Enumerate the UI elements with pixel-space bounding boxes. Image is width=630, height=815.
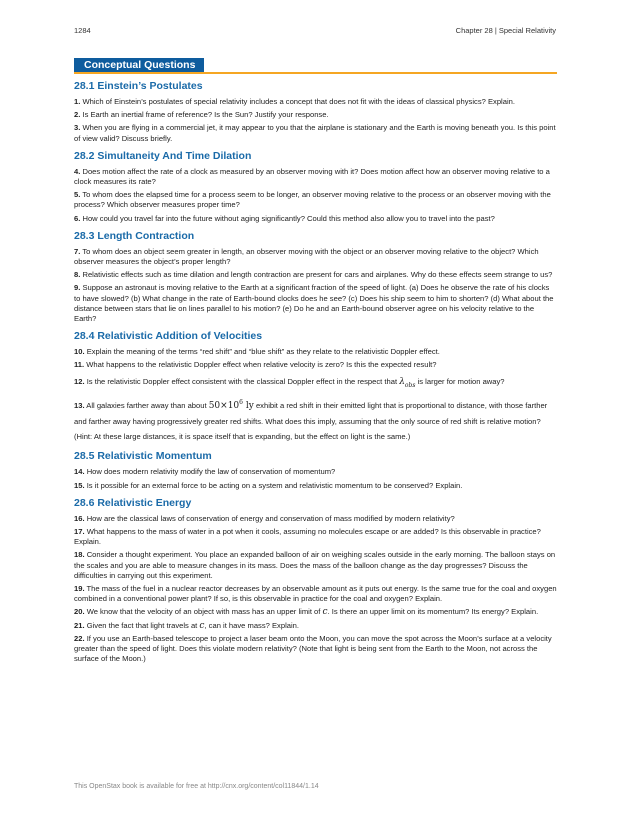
section-title: 28.1 Einstein’s Postulates [74,80,203,92]
section-28-2 [74,150,557,224]
section-title: 28.4 Relativistic Addition of Velocities [74,330,263,343]
questions-content [74,80,557,671]
question-11: 11. What happens to the relativistic Doppler effect when relative velocity is zero? Is this the expected result? [74,360,437,370]
question-6: 6. How could you travel far into the future without aging significantly? Could this method also allow you to travel into the past? [74,213,495,223]
section-title: 28.3 Length Contraction [74,229,195,242]
banner-rule [74,58,557,74]
lambda-obs-math: $\lambda_{obs}$ [399,376,416,389]
chapter-header: Chapter 28 | Special Relativity [455,26,556,35]
question-8: 8. Relativistic effects such as time dilation and length contraction are present for cars and airplanes. Why do these effects seem strange to us? [74,270,553,280]
page-number: 1284 [74,26,91,35]
question-16: 16. How are the classical laws of conservation of energy and conservation of mass modified by modern relativity? [74,513,455,523]
question-9: 9. Suppose an astronaut is moving relative to the Earth at a significant fraction of the speed of light. (a) Does he observe the rate of his clocks to have slowed? (b) What change in the rate of Earth-bound clocks does he see? (c) Does his ship seem to him to shorten? (d) What about the distance between stars that lie on lines parallel to his motion? (e) Do he and an Earth-bound observer agree on his velocity relative to the Earth? [74,283,554,324]
question-2: 2. Is Earth an inertial frame of reference? Is the Sun? Justify your response. [74,110,329,120]
conceptual-questions-banner: Conceptual Questions [74,58,204,72]
question-14: 14. How does modern relativity modify the law of conservation of momentum? [74,467,336,477]
section-28-1 [74,80,557,144]
question-20: 20. We know that the velocity of an object with mass has an upper limit of c. Is there an upper limit on its momentum? Its energy? Explain. [74,607,539,618]
question-15: 15. Is it possible for an external force to be acting on a system and relativistic momentum to be conserved? Explain. [74,480,463,490]
question-13: 13. All galaxies farther away than about $50\times 10^6$ ly exhibit a red shift in their emitted light that is proportional to distance, with those farther and farther away having progressively greater red shifts. What does this imply, assuming that the only source of red shift is relative motion? (Hint: At these large distances, it is space itself that is expanding, but the effect on light is the same.) [74,399,548,442]
section-28-5 [74,450,557,490]
question-1: 1. Which of Einstein’s postulates of special relativity includes a concept that does not fit with the ideas of classical physics? Explain. [74,97,515,106]
section-title: 28.5 Relativistic Momentum [74,450,212,463]
question-3: 3. When you are flying in a commercial jet, it may appear to you that the airplane is stationary and the Earth is moving beneath you. Is this point of view valid? Discuss briefly. [74,123,556,143]
question-18: 18. Consider a thought experiment. You place an expanded balloon of air on weighing scales outside in the early morning. The balloon stays on the scales and you are able to measure changes in its mass. Does the mass of the balloon change as the day progresses? Discuss the difficulties in carrying out this experiment. [74,550,556,580]
section-28-6 [74,497,557,665]
section-28-4 [74,330,557,444]
question-17: 17. What happens to the mass of water in a pot when it cools, assuming no molecules escape or are added? Is this observable in practice? Explain. [74,527,541,547]
question-7: 7. To whom does an object seem greater in length, an observer moving with the object or an observer moving relative to the object? Which observer measures the object’s proper length? [74,246,539,267]
question-5: 5. To whom does the elapsed time for a process seem to be longer, an observer moving relative to the process or an observer moving with the process? Which observer measures proper time? [74,190,551,210]
section-28-3 [74,230,557,324]
section-title: 28.6 Relativistic Energy [74,496,192,509]
distance-math: $50\times 10^6$ ly [208,399,254,412]
footer-note: This OpenStax book is available for free at http://cnx.org/content/col11844/1.14 [74,783,319,790]
section-title: 28.2 Simultaneity And Time Dilation [74,149,252,162]
question-19: 19. The mass of the fuel in a nuclear reactor decreases by an observable amount as it puts out energy. Is the same true for the coal and oxygen combined in a conventional power plant? If so, is this observable in practice for the coal and oxygen? Explain. [74,584,557,604]
c-math: c [199,620,205,631]
question-10: 10. Explain the meaning of the terms “red shift” and “blue shift” as they relate to the relativistic Doppler effect. [74,347,440,357]
question-21: 21. Given the fact that light travels at c, can it have mass? Explain. [74,620,300,631]
question-22: 22. If you use an Earth-based telescope to project a laser beam onto the Moon, you can move the spot across the Moon’s surface at a velocity greater than the speed of light. Does this violate modern relativity? (Note that light is being sent from the Earth to the Moon, not across the surface of the Moon.) [74,633,552,664]
question-4: 4. Does motion affect the rate of a clock as measured by an observer moving with it? Does motion affect how an observer moving relative to a clock measures its rate? [74,166,550,187]
c-math: c [322,607,328,618]
question-12: 12. Is the relativistic Doppler effect consistent with the classical Doppler effect in the respect that $\lambda_{obs}$ is larger for motion away? [74,376,505,389]
